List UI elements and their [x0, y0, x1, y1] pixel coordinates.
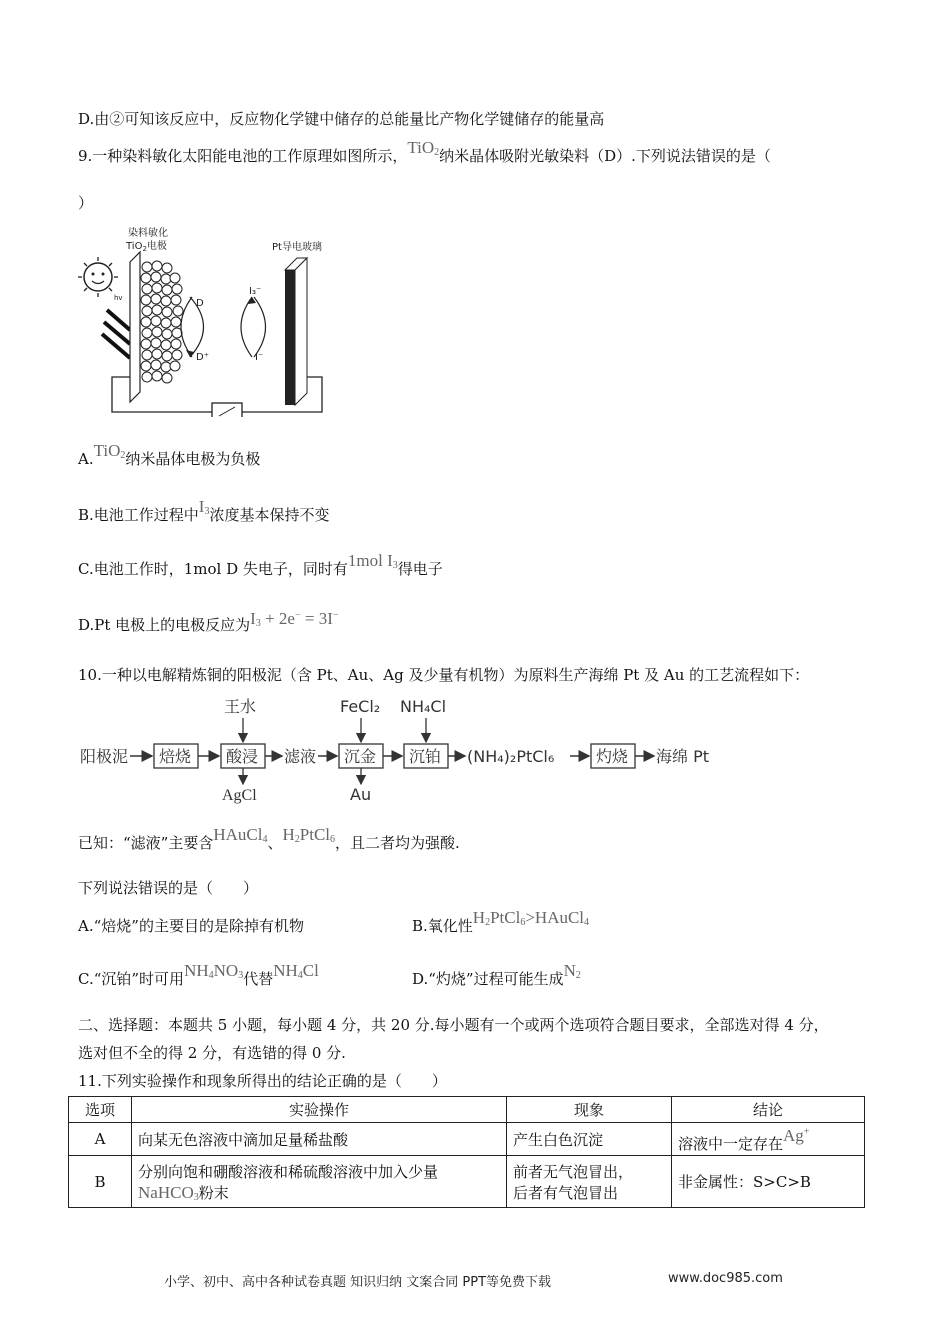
ammeter-icon	[212, 403, 242, 417]
row-a-operation: 向某无色溶液中滴加足量稀盐酸	[132, 1123, 507, 1156]
svg-text:沉金: 沉金	[344, 747, 377, 766]
svg-text:D⁺: D⁺	[196, 352, 209, 363]
row-b-phenomenon: 前者无气泡冒出， 后者有气泡冒出	[507, 1156, 672, 1208]
q9-stem-end: ）	[78, 194, 94, 212]
svg-text:染料敏化: 染料敏化	[128, 228, 168, 239]
row-b-conclusion: 非金属性：S>C>B	[672, 1156, 865, 1208]
row-a-conclusion: 溶液中一定存在Ag+	[672, 1123, 865, 1156]
q8-option-d: D.由②可知该反应中，反应物化学键中储存的总能量比产物化学键储存的能量高	[78, 110, 605, 128]
svg-text:Pt导电玻璃: Pt导电玻璃	[272, 242, 322, 253]
q10-stem: 10.一种以电解精炼铜的阳极泥（含 Pt、Au、Ag 及少量有机物）为原料生产海绵 Pt 及 Au 的工艺流程如下：	[78, 666, 810, 684]
svg-text:Au: Au	[350, 785, 372, 804]
svg-text:王水: 王水	[224, 697, 257, 716]
row-b-option: B	[69, 1156, 132, 1208]
svg-text:(NH₄)₂PtCl₆: (NH₄)₂PtCl₆	[467, 747, 555, 766]
row-b-operation: 分别向饱和硼酸溶液和稀硫酸溶液中加入少量 NaHCO$_3$粉末	[132, 1156, 507, 1208]
svg-text:D: D	[196, 298, 204, 309]
footer-link[interactable]: www.doc985.com	[668, 1271, 783, 1286]
q10-option-d: D.“灼烧”过程可能生成$N_2$	[412, 961, 581, 988]
table-row	[69, 1123, 865, 1156]
svg-text:AgCl: AgCl	[222, 787, 257, 804]
q11-table	[68, 1096, 865, 1208]
header-operation: 实验操作	[132, 1097, 507, 1123]
table-header-row	[69, 1097, 865, 1123]
svg-text:焙烧: 焙烧	[159, 747, 192, 766]
svg-text:TiO2电极: TiO$_2$电极	[126, 241, 167, 253]
header-conclusion: 结论	[672, 1097, 865, 1123]
q9-stem: 9.一种染料敏化太阳能电池的工作原理如图所示，TiO$_2$纳米晶体吸附光敏染料（D）.下列说法错误的是（	[78, 138, 771, 165]
q9-option-b: B.电池工作过程中$I_3$浓度基本保持不变	[78, 497, 330, 524]
sun-icon	[78, 257, 118, 297]
q9-option-d: D.Pt 电极上的电极反应为$I_3 + 2e^- = 3I^-$	[78, 609, 339, 634]
q10-option-b: B.氧化性$H_2PtCl_6>HAuCl_4$	[412, 908, 590, 935]
svg-text:FeCl₂: FeCl₂	[340, 697, 381, 716]
svg-text:I₃⁻: I₃⁻	[249, 286, 262, 297]
q10-option-a: A.“焙烧”的主要目的是除掉有机物	[78, 917, 304, 935]
q9-option-c: C.电池工作时，1mol D 失电子，同时有1mol $I_3$得电子	[78, 551, 443, 578]
q9-option-a: A.TiO$_2$纳米晶体电极为负极	[78, 441, 261, 468]
svg-text:沉铂: 沉铂	[409, 747, 442, 766]
solar-cell-diagram	[72, 222, 337, 417]
q10-ask: 下列说法错误的是（ ）	[78, 879, 259, 897]
svg-text:NH₄Cl: NH₄Cl	[400, 697, 447, 716]
section2-heading-1: 二、选择题：本题共 5 小题，每小题 4 分，共 20 分.每小题有一个或两个选项符合题目要求，全部选对得 4 分，	[78, 1016, 829, 1034]
footer-text: 小学、初中、高中各种试卷真题 知识归纳 文案合同 PPT等免费下载	[164, 1275, 552, 1290]
svg-text:hv: hv	[114, 294, 123, 302]
section2-heading-2: 选对但不全的得 2 分，有选错的得 0 分.	[78, 1044, 346, 1062]
header-phenomenon: 现象	[507, 1097, 672, 1123]
svg-text:海绵 Pt: 海绵 Pt	[656, 747, 710, 766]
table-row	[69, 1156, 865, 1208]
svg-text:I⁻: I⁻	[255, 352, 264, 363]
svg-text:灼烧: 灼烧	[596, 747, 629, 766]
row-a-phenomenon: 产生白色沉淀	[507, 1123, 672, 1156]
process-flow-diagram	[78, 692, 728, 807]
svg-text:阳极泥: 阳极泥	[80, 747, 129, 766]
q10-option-c: C.“沉铂”时可用$NH_4NO_3$代替$NH_4Cl$	[78, 961, 319, 988]
svg-text:酸浸: 酸浸	[226, 747, 259, 766]
q10-known: 已知：“滤液”主要含HAuCl$_4$、$H_2PtCl_6$，且二者均为强酸.	[78, 825, 460, 852]
svg-text:滤液: 滤液	[284, 747, 317, 766]
header-option: 选项	[69, 1097, 132, 1123]
row-a-option: A	[69, 1123, 132, 1156]
q11-stem: 11.下列实验操作和现象所得出的结论正确的是（ ）	[78, 1072, 447, 1090]
